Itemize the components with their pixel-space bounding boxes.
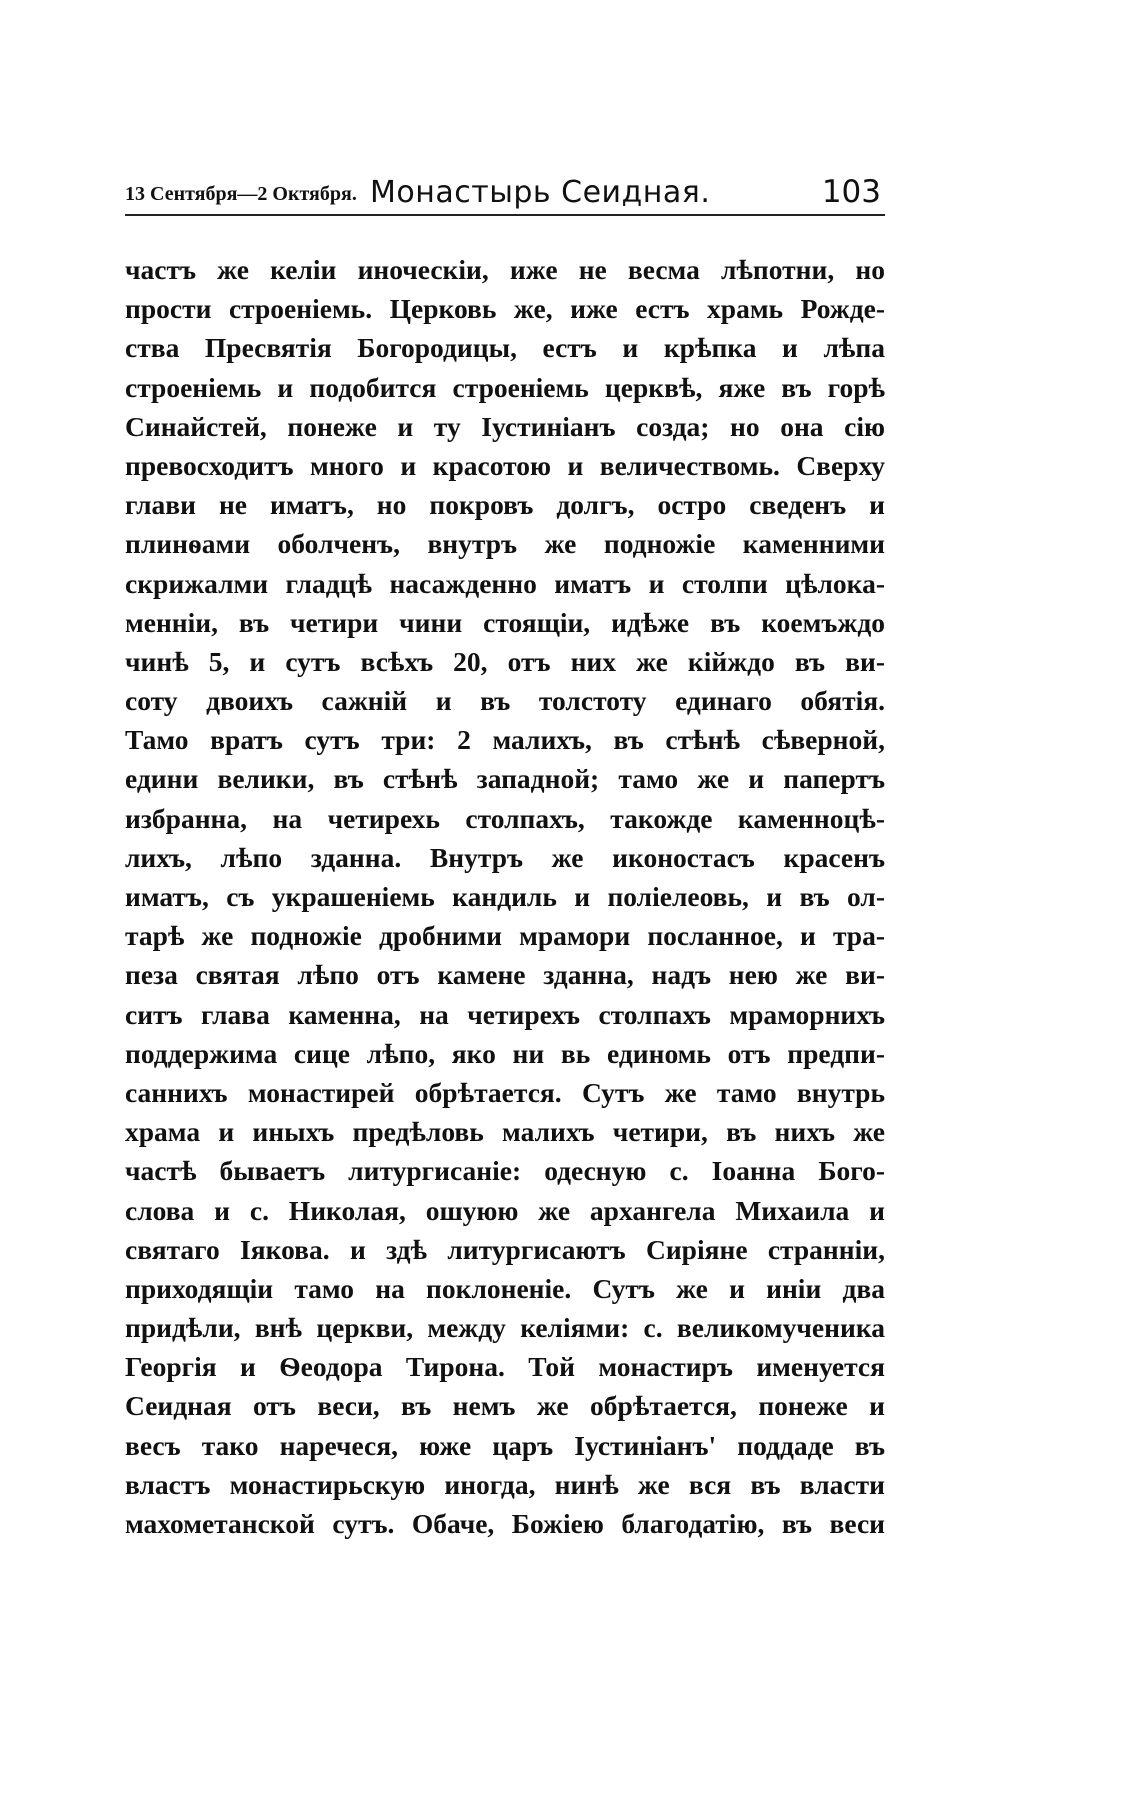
text-line: саннихъ монастирей обрѣтается. Сутъ же тамо внутрь — [125, 1076, 885, 1108]
running-head-dates: 13 Сентября—2 Октября. — [125, 183, 357, 205]
text-line: меннiи, въ четири чини стоящiи, идѣже въ коемъждо — [125, 606, 885, 638]
text-line: лихъ, лѣпо зданна. Внутръ же иконостасъ красенъ — [125, 841, 885, 873]
text-line: поддержима сице лѣпо, яко ни вь единомь отъ предпи- — [125, 1037, 885, 1069]
running-head — [125, 168, 885, 212]
text-line: слова и с. Николая, ошуюю же архангела Михаила и — [125, 1194, 885, 1226]
text-line: Георгiя и Ѳеодора Тирона. Той монастиръ именуется — [125, 1351, 885, 1383]
text-line: плинѳами оболченъ, внутръ же подножiе каменними — [125, 528, 885, 560]
header-rule — [125, 214, 885, 216]
text-line: едини велики, въ стѣнѣ западной; тамо же и папертъ — [125, 763, 885, 795]
text-line: соту двоихъ сажнiй и въ толстоту единаго обятiя. — [125, 685, 885, 717]
text-line: Тамо вратъ сутъ три: 2 малихъ, въ стѣнѣ сѣверной, — [125, 724, 885, 756]
text-line: придѣли, внѣ церкви, между келiями: с. великомученика — [125, 1312, 885, 1344]
text-line: храма и иныхъ предѣловь малихъ четири, въ нихъ же — [125, 1116, 885, 1148]
page-number: 103 — [821, 174, 881, 210]
text-line: прости строенiемь. Церковь же, иже естъ храмь Рожде- — [125, 293, 885, 325]
text-line: чинѣ 5, и сутъ всѣхъ 20, отъ них же кiйждо въ ви- — [125, 645, 885, 677]
text-line: приходящiи тамо на поклоненiе. Сутъ же и инiи два — [125, 1272, 885, 1304]
text-line: глави не иматъ, но покровъ долгъ, остро сведенъ и — [125, 489, 885, 521]
text-line: ства Пресвятiя Богородицы, естъ и крѣпка и лѣпа — [125, 332, 885, 364]
text-line: строенiемь и подобится строенiемь церквѣ, яже въ горѣ — [125, 371, 885, 403]
text-line: частъ же келiи иноческiи, иже не весма лѣпотни, но — [125, 254, 885, 285]
text-line: частѣ бываетъ литургисанiе: одесную с. Iоанна Бого- — [125, 1155, 885, 1187]
text-line: пеза святая лѣпо отъ камене зданна, надъ нею же ви- — [125, 959, 885, 991]
text-line: ситъ глава каменна, на четирехъ столпахъ мраморнихъ — [125, 998, 885, 1030]
text-line: Сеидная отъ веси, въ немъ же обрѣтается, понеже и — [125, 1390, 885, 1422]
text-line: махометанской сутъ. Обаче, Божiею благодатiю, въ веси — [125, 1508, 885, 1539]
text-line: избранна, на четирехь столпахъ, такожде каменноцѣ- — [125, 802, 885, 834]
text-line: властъ монастирьскую иногда, нинѣ же вся въ власти — [125, 1468, 885, 1500]
text-line: иматъ, съ украшенiемь кандиль и полiелеовь, и въ ол- — [125, 881, 885, 912]
text-line: Синайстей, понеже и ту Iустинiанъ созда; но она сiю — [125, 410, 885, 442]
text-line: превосходитъ много и красотою и величествомь. Сверху — [125, 449, 885, 481]
text-line: скрижалми гладцѣ насажденно иматъ и столпи цѣлока- — [125, 567, 885, 599]
text-line: тарѣ же подножiе дробними мрамори посланное, и тра- — [125, 920, 885, 952]
text-line: святаго Iякова. и здѣ литургисаютъ Сирiяне страннiи, — [125, 1233, 885, 1265]
text-line: весъ тако наречеся, юже царъ Iустинiанъ' поддаде въ — [125, 1429, 885, 1461]
body-text — [125, 250, 885, 1543]
running-head-title: Монастырь Сеидная. — [370, 175, 711, 210]
